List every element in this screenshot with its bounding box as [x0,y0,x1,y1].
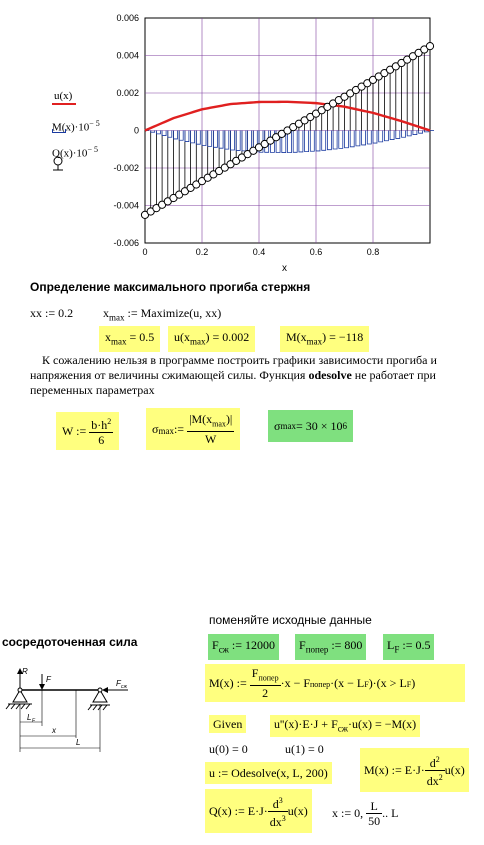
paragraph-text-2: не работает при переменных параметрах [30,368,439,397]
x-tick-label: 0.6 [309,247,323,257]
xx-assign[interactable] [30,306,73,320]
legend-M-label: M(x)·10 [52,121,90,134]
legend-Q-exp: − 5 [87,145,98,154]
xmax-assign[interactable] [103,306,221,324]
M-def-rest1-sub: F [364,680,369,689]
M-bar [242,131,246,151]
y-tick-label: 0.006 [116,13,139,23]
F-pop-value: := 800 [328,638,363,652]
M-def-mid: ·x − F [280,676,311,690]
chart-xlabel: x [282,263,287,274]
sigma-lhs: σ [152,422,159,436]
ode-rest: ·u(x) = −M(x) [347,717,417,731]
diagram-L: L [76,738,81,747]
x-tick-label: 0.2 [195,247,209,257]
M-bar [191,131,195,143]
change-data-label: поменяйте исходные данные [209,613,372,627]
diagram-F2: F [116,679,121,688]
bc0[interactable] [209,742,248,756]
M-bar [162,131,166,136]
u-result-value: ) = 0.002 [205,330,250,344]
M-bar [179,131,183,141]
u-result[interactable] [168,326,255,352]
sigma-num: |M(x [189,411,213,426]
xmax-var: x [103,306,109,320]
x-tick-label: 0.4 [252,247,266,257]
diagram-R: R [22,667,28,676]
sigma-den: W [205,432,217,447]
warning-paragraph [30,353,470,398]
M-bar [333,131,337,150]
M-bar [316,131,320,151]
M-bar [407,131,411,136]
M-def-fraction [250,666,281,700]
M-bar [402,131,406,138]
ode-lhs: u''(x)·E·J + F [274,717,338,731]
M-bar [356,131,360,146]
xmax-result[interactable] [99,326,160,352]
F-comp-sub: сж [218,644,229,655]
sigma-fraction [187,412,234,446]
M-bar [213,131,217,148]
Q-fraction [268,794,288,829]
sigma-assign: := [173,422,185,436]
odesolve-assign[interactable] [205,762,332,784]
xx-assign-text: xx := 0.2 [30,306,74,320]
odesolve-text: u := Odesolve(x, L, 200) [209,766,328,780]
M-bar [299,131,303,152]
given-keyword[interactable] [209,715,246,733]
legend-Q-label: Q(x)·10 [52,147,88,160]
sigma-result-value: = 30 × 10 [295,419,343,433]
M-def-rest2: )·(x > L [368,676,407,690]
sigma-result[interactable] [268,410,353,442]
bc0-text: u(0) = 0 [209,742,248,756]
legend-M-exp: − 5 [89,119,100,128]
M-bar [345,131,349,148]
M-bar [327,131,331,150]
bc1-text: u(1) = 0 [285,742,324,756]
diagram-x: x [52,726,56,735]
M-def-rest2-sub: F [406,680,412,689]
M-bar [419,131,423,134]
Q-num-exp: 3 [278,795,283,805]
M-bar [350,131,354,147]
sigma-formula[interactable] [146,408,240,450]
y-tick-label: -0.006 [113,238,139,248]
u-series [145,102,430,131]
M-bar [379,131,383,142]
x-range-den: 50 [368,813,381,828]
M-bar [236,131,240,151]
xmax-rhs: := Maximize(u, xx) [124,306,222,320]
xmax-result-sub: max [111,336,127,347]
W-formula[interactable] [56,412,119,450]
sigma-result-sub: max [280,421,296,431]
section-title-point-force: сосредоточенная сила [2,635,138,649]
M-bar [168,131,172,138]
Q-den: dx [269,814,282,829]
x-range-lhs: x := 0, [332,806,364,820]
legend-M-swatch [52,129,66,133]
M-bar [185,131,189,142]
M-bar [384,131,388,141]
M-result-lhs: M(x [286,330,307,344]
paragraph-text-1: К сожалению нельзя в программе построить графики зависимости прогиба и напряжения от величины сжимающей силы. Функция [30,353,440,382]
xmax-result-value: = 0.5 [126,330,155,344]
M-bar [367,131,371,145]
y-tick-label: 0 [133,125,139,136]
x-range[interactable] [332,798,398,828]
M-bar [231,131,235,151]
F-comp-var: F [212,638,219,652]
M-def-num: F [251,665,259,680]
diagram-Lf: L [27,713,32,722]
F-comp-input[interactable] [208,634,279,660]
x-range-num: L [366,799,382,814]
M-def-num-sub: попер [258,673,279,683]
y-tick-label: 0.002 [116,88,139,98]
M-bar [310,131,314,152]
sigma-result-lhs: σ [274,419,281,433]
sigma-result-exp: 6 [342,421,348,431]
xmax-result-var: x [105,330,111,344]
M2-den: dx [426,773,439,788]
Q-num: d [272,796,279,811]
beam-diagram [0,660,140,760]
u-result-sub: max [190,336,206,347]
bc1[interactable] [285,742,324,756]
M-bar [202,131,206,146]
M-bar [156,131,160,134]
M-bar [305,131,309,152]
Q-den-exp: 3 [281,813,286,823]
M-bar [196,131,200,145]
sigma-num-end: )| [225,411,233,426]
M-bar [293,131,297,153]
M-result-sub: max [306,336,323,347]
M2-rhs: u(x) [444,763,465,777]
chart-ticks [113,13,379,257]
M-bar [219,131,223,149]
M-bar [413,131,417,135]
M-bar [339,131,343,149]
y-tick-label: 0.004 [116,50,139,61]
given-text: Given [213,717,243,731]
xmax-sub: max [109,312,125,323]
y-tick-label: -0.004 [113,200,139,211]
M-bar [373,131,377,144]
diagram-Lf-sub: F [32,718,36,724]
x-range-rhs: .. L [382,806,399,820]
W-num-exp: 2 [107,417,112,426]
LF-value: := 0.5 [399,638,431,652]
u-line [145,102,430,131]
M2-den-exp: 2 [438,772,443,782]
x-tick-label: 0.8 [366,247,380,257]
LF-var: L [387,638,395,652]
M-definition[interactable] [205,664,465,702]
W-den: 6 [98,433,105,447]
M-def-den: 2 [262,686,269,701]
M-bar [362,131,366,145]
sigma-num-sub: max [212,419,226,429]
W-lhs: W := [62,424,87,438]
heading-max-deflection: Определение максимального прогиба стержня [30,280,311,294]
legend-u [54,89,72,103]
M-def-lhs: M(x) := [209,676,247,690]
W-num: b·h [91,418,108,432]
M-bar [390,131,394,140]
M2-fraction [425,753,445,788]
M-result[interactable] [280,326,369,352]
M-bar [208,131,212,147]
deflection-chart [0,0,484,275]
legend-u-label: u(x) [54,90,73,102]
W-fraction [89,415,113,447]
Q-rhs: u(x) [287,804,308,818]
u-result-lhs: u(x [174,330,190,344]
diagram-F2-sub: сж [121,684,127,690]
ode-equation[interactable] [270,715,420,737]
F-pop-var: F [299,638,306,652]
x-range-fraction [366,799,382,828]
sigma-sub: max [158,426,174,436]
M-def-rest1: ·(x − L [330,676,365,690]
M2-num: d [429,755,436,770]
LF-sub: F [394,644,400,655]
x-tick-label: 0 [142,247,148,257]
M-bar [174,131,178,139]
Q-lhs: Q(x) := E·J· [209,804,268,818]
Q-point [426,43,433,50]
M-bar [396,131,400,139]
F-pop-sub: попер [305,644,329,655]
M-def-rest3: ) [411,676,416,690]
legend-Q-marker-icon [51,156,65,172]
y-tick-label: -0.002 [113,163,139,173]
diagram-F: F [46,675,51,684]
Q-definition[interactable] [205,789,312,833]
M2-definition[interactable] [360,748,469,792]
M-result-value: ) = −118 [322,330,364,344]
legend-u-swatch [52,103,76,105]
paragraph-bold: odesolve [308,368,352,382]
M-bar [322,131,326,151]
M2-num-exp: 2 [435,754,440,764]
F-pop-input[interactable] [295,634,366,660]
M-def-mid-sub: попер [310,680,331,689]
LF-input[interactable] [383,634,434,660]
ode-sub: сж [337,723,348,734]
F-comp-value: := 12000 [228,638,276,652]
M2-lhs: M(x) := E·J· [364,763,425,777]
M-bar [225,131,229,150]
